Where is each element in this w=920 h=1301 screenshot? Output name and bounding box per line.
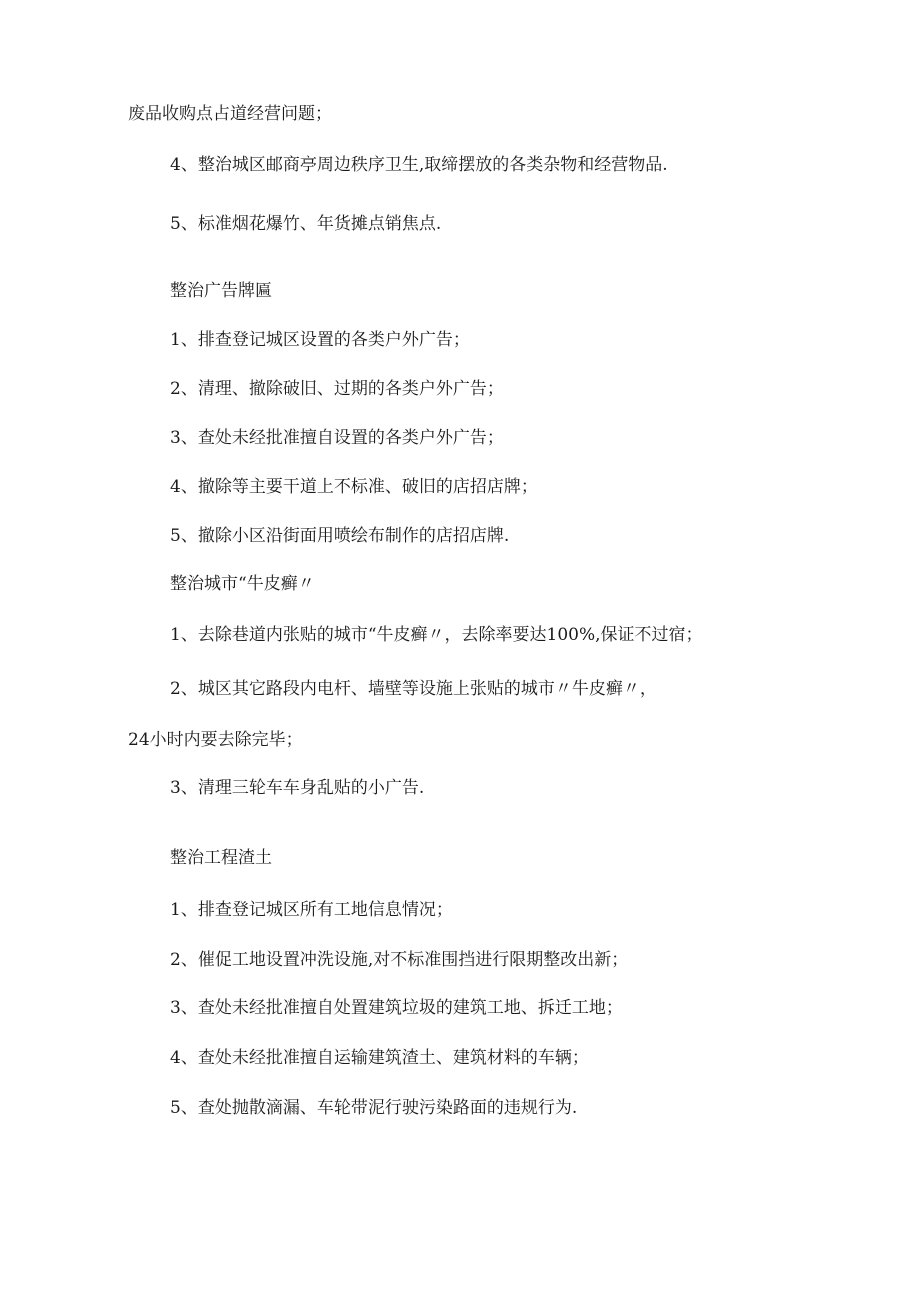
section-heading: 整治广告牌匾 <box>170 281 272 301</box>
list-item: 1、去除巷道内张贴的城市“牛皮癣〃，去除率要达100%,保证不过宿； <box>170 625 703 645</box>
list-item: 5、标准烟花爆竹、年货摊点销焦点. <box>170 214 442 234</box>
list-item: 3、查处未经批准擅自设置的各类户外广告； <box>170 428 504 448</box>
list-item: 4、整治城区邮商亭周边秩序卫生,取缔摆放的各类杂物和经营物品. <box>170 155 668 175</box>
list-item: 2、城区其它路段内电杆、墙壁等设施上张贴的城市〃牛皮癣〃， <box>170 679 657 699</box>
section-heading: 整治城市“牛皮癣〃 <box>170 574 315 594</box>
list-item: 2、清理、撤除破旧、过期的各类户外广告； <box>170 379 504 399</box>
paragraph-continuation: 24小时内要去除完毕； <box>128 730 303 750</box>
list-item: 3、查处未经批准擅自处置建筑垃圾的建筑工地、拆迁工地； <box>170 998 623 1018</box>
list-item: 1、排查登记城区所有工地信息情况； <box>170 900 453 920</box>
list-item: 4、查处未经批准擅自运输建筑渣土、建筑材料的车辆； <box>170 1048 589 1068</box>
list-item: 4、撤除等主要干道上不标准、破旧的店招店牌； <box>170 477 538 497</box>
list-item: 1、排查登记城区设置的各类户外广告； <box>170 330 470 350</box>
list-item: 3、清理三轮车车身乱贴的小广告. <box>170 778 425 798</box>
paragraph-continuation: 废品收购点占道经营问题； <box>128 104 332 124</box>
list-item: 5、撤除小区沿街面用喷绘布制作的店招店牌. <box>170 526 510 546</box>
list-item: 2、催促工地设置冲洗设施,对不标准围挡进行限期整改出新； <box>170 950 629 970</box>
list-item: 5、查处抛散滴漏、车轮带泥行驶污染路面的违规行为. <box>170 1098 578 1118</box>
section-heading: 整治工程渣土 <box>170 848 272 868</box>
